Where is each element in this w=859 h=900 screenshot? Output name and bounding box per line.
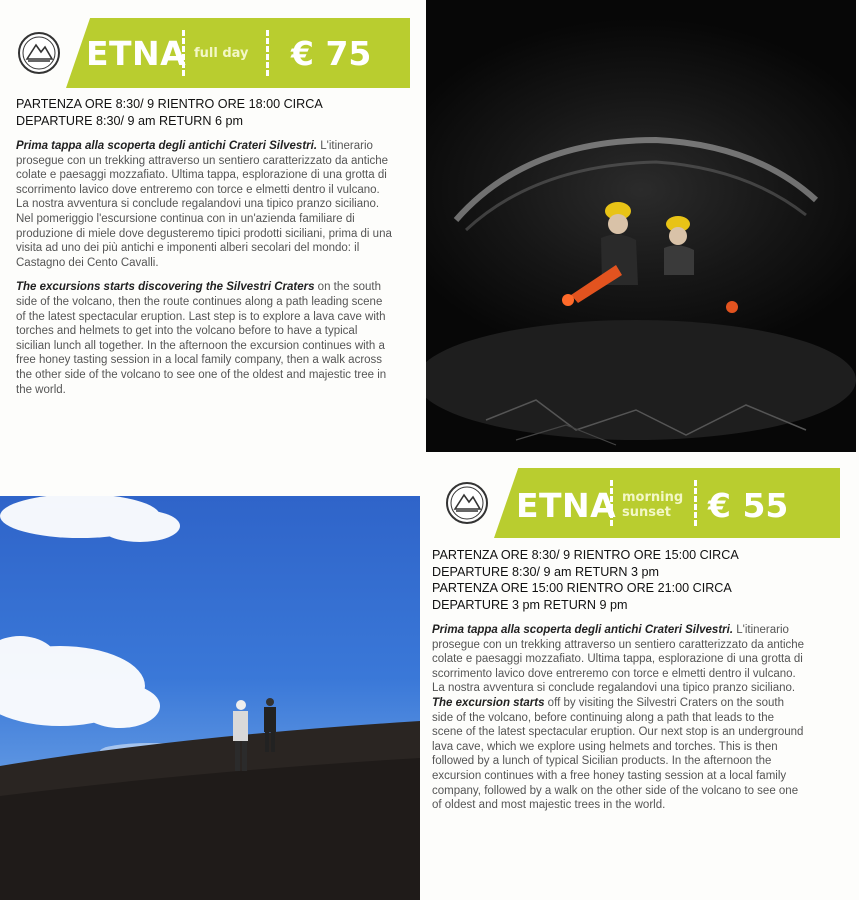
full-day-it-text: L'itinerario prosegue con un trekking attraverso un sentiero caratterizzato da antiche colate e paesaggi mozzafiato. Ultima tappa, esplorazione di una grotta di scorrimento lavico dove entreremo con torce e elmetti dentro il vulcano. La nostra avventura si conclude regalandovi una tipico pranzo siciliano. <box>16 140 389 211</box>
sunset-tag <box>622 490 683 520</box>
sunset-content <box>432 547 806 813</box>
sunset-it-lead: Prima tappa alla scoperta degli antichi Crateri Silvestri. <box>432 624 734 636</box>
tour-logo-icon <box>442 478 492 528</box>
full-day-en-lead: The excursions starts discovering the Silvestri Craters <box>16 281 315 294</box>
sunset-tag-line: morning <box>622 490 684 505</box>
schedule-line: DEPARTURE 8:30/ 9 am RETURN 3 pm <box>432 564 659 579</box>
schedule-line: PARTENZA ORE 8:30/ 9 RIENTRO ORE 18:00 CIRCA <box>16 97 323 111</box>
sunset-paragraph <box>432 623 806 813</box>
full-day-content <box>16 96 392 397</box>
sunset-en-lead: The excursion starts <box>432 696 545 709</box>
full-day-it-lead: Prima tappa alla scoperta degli antichi Crateri Silvestri. <box>16 140 318 152</box>
full-day-banner <box>14 18 410 88</box>
volcano-slope-photo <box>0 496 420 900</box>
full-day-price: € 75 <box>291 34 372 73</box>
schedule-line: PARTENZA ORE 8:30/ 9 RIENTRO ORE 15:00 CIRCA <box>432 548 739 562</box>
full-day-schedule <box>16 96 392 129</box>
full-day-title: ETNA <box>86 34 187 73</box>
full-day-it-paragraph <box>16 139 392 212</box>
sunset-banner <box>442 468 840 538</box>
full-day-it-paragraph-2: Nel pomeriggio l'escursione continua con in un'azienda familiare di produzione di miele dove degusteremo tipici prodotti siciliani, prima di una visita ad uno dei più antichi e imponenti alberi secolari del mondo: il Castagno dei Cento Cavalli. <box>16 212 392 269</box>
sunset-it-text: L'itinerario prosegue con un trekking attraverso un sentiero caratterizzato da antiche colate e paesaggi mozzafiato. Ultima tappa, esplorazione di una grotta di scorrimento lavico dove entreremo con torce e elmetti dentro il vulcano. La nostra avventura si conclude regalandovi una tipico pranzo siciliano. <box>432 624 805 695</box>
sunset-schedule <box>432 547 806 613</box>
sunset-en-text: off by visiting the Silvestri Craters on the south side of the volcano, before continuing along a path that leads to the scene of the latest spectacular eruption. Our next stop is an underground lava cave, which we explore using helmets and torches. This is then followed by a lunch of typical Sicilian products. In the afternoon the excursion continues with a free honey tasting session at a local family company, followed by a walk on the other side of the volcano to see one of oldest and most majestic trees in the world. <box>432 696 804 812</box>
tour-logo-icon <box>14 28 64 78</box>
full-day-en-text: on the south side of the volcano, then the route continues along a path leading scene of the latest spectacular eruption. Last step is to explore a lava cave with torches and helmets to get into the volcano before to have a typical sicilian lunch all together. In the afternoon the excursion continues with a free honey tasting session in a local family company, then a walk across the other side of the volcano to see one of the oldest and majestic tree in the world. <box>16 281 387 396</box>
lava-cave-photo <box>426 0 856 452</box>
schedule-line: PARTENZA ORE 15:00 RIENTRO ORE 21:00 CIRCA <box>432 581 732 595</box>
sunset-tag-line: sunset <box>622 505 672 520</box>
schedule-line: DEPARTURE 8:30/ 9 am RETURN 6 pm <box>16 113 243 128</box>
full-day-en-paragraph <box>16 280 392 397</box>
full-day-tag: full day <box>194 46 249 61</box>
schedule-line: DEPARTURE 3 pm RETURN 9 pm <box>432 597 628 612</box>
sunset-title: ETNA <box>516 486 617 525</box>
sunset-price: € 55 <box>708 486 789 525</box>
